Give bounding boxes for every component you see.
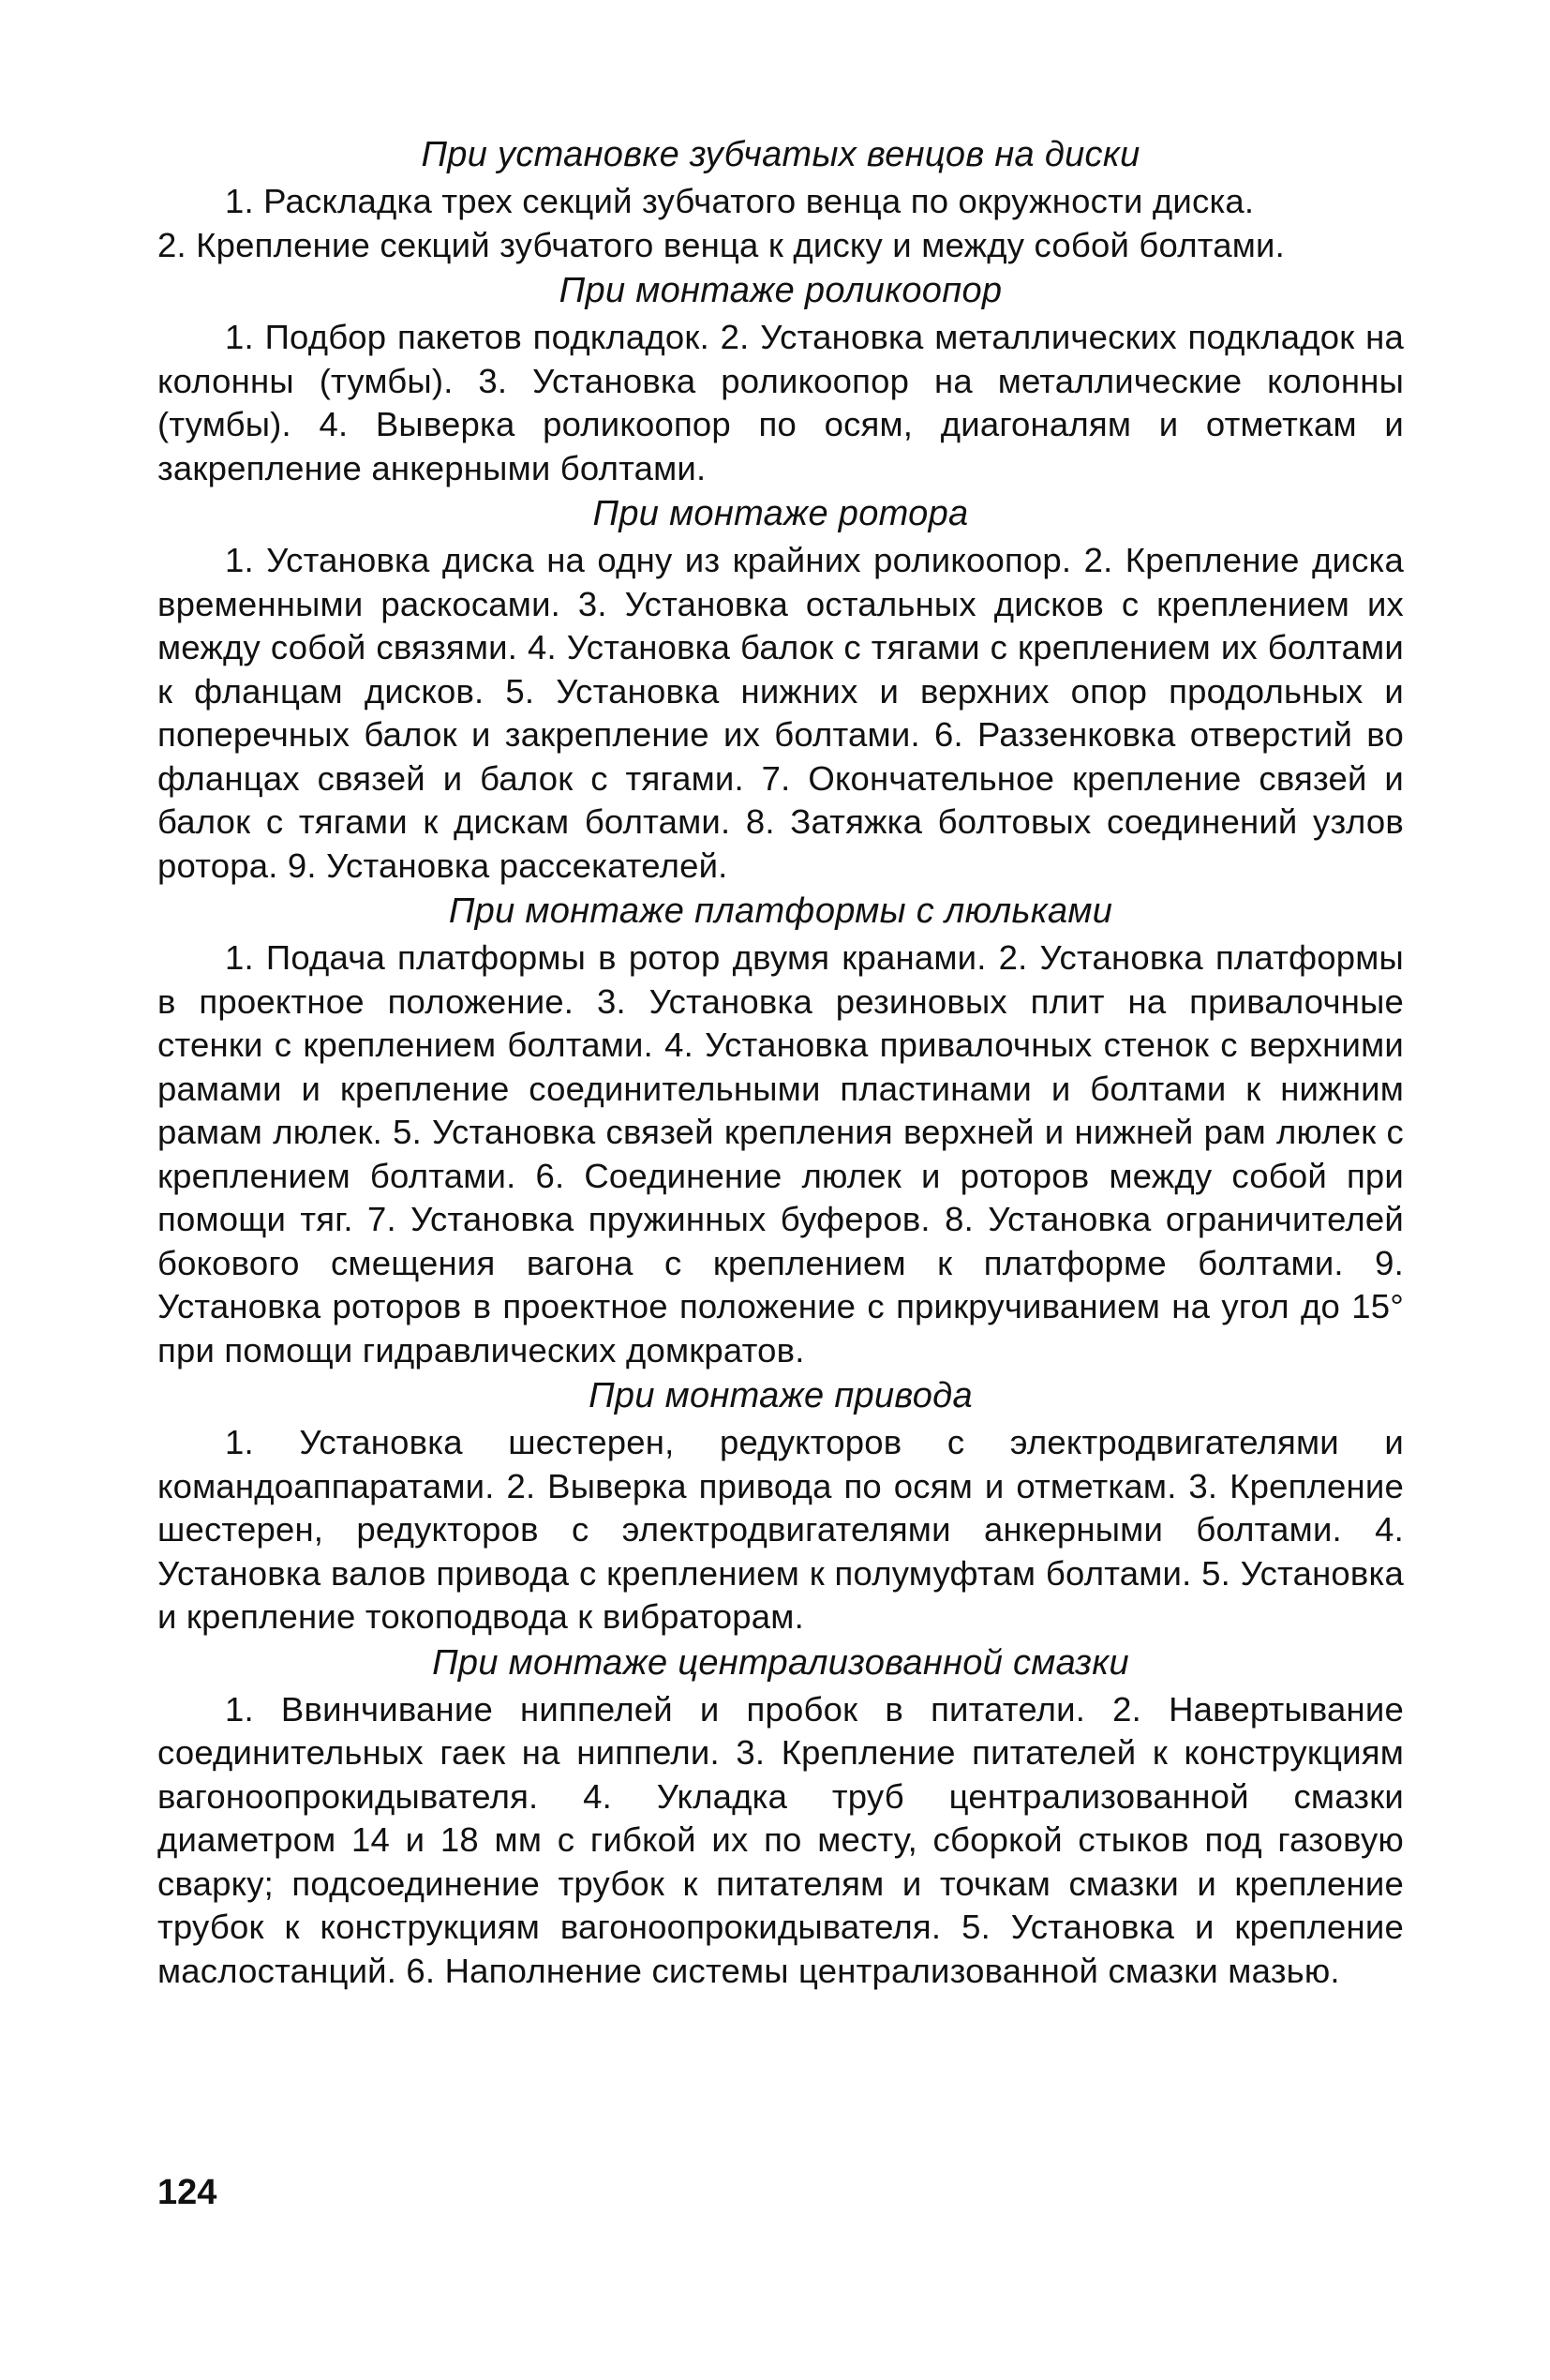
paragraph: 1. Подбор пакетов подкладок. 2. Установка металлических подкладок на колонны (тумбы). 3. Установка роликоопор на металлические колонны (тумбы). 4. Выверка роликоопор по осям, диагоналям и отметкам и закрепление анкерными болтами.	[157, 318, 1404, 487]
page-body	[157, 131, 1404, 1993]
paragraph: 1. Установка шестерен, редукторов с электродвигателями и командоаппаратами. 2. Выверка привода по осям и отметкам. 3. Крепление шестерен, редукторов с электродвигателями анкерными болтами. 4. Установка валов привода с креплением к полумуфтам болтами. 5. Установка и крепление токоподвода к вибраторам.	[157, 1423, 1404, 1636]
page-number: 124	[157, 2173, 217, 2212]
section-lubrication	[157, 1641, 1404, 1994]
section-roller-supports	[157, 269, 1404, 490]
paragraph: 2. Крепление секций зубчатого венца к диску и между собой болтами.	[157, 225, 1285, 264]
paragraph: 1. Раскладка трех секций зубчатого венца по окружности диска.	[225, 182, 1255, 220]
section-heading: При монтаже привода	[589, 1376, 973, 1415]
section-heading: При монтаже ротора	[592, 494, 969, 533]
section-heading: При монтаже роликоопор	[559, 271, 1003, 310]
section-heading: При монтаже платформы с люльками	[448, 891, 1113, 931]
section-gear-rims	[157, 133, 1404, 267]
paragraph: 1. Ввинчивание ниппелей и пробок в питатели. 2. Навертывание соединительных гаек на ниппели. 3. Крепление питателей к конструкциям вагоноопрокидывателя. 4. Укладка труб централизованной смазки диаметром 14 и 18 мм с гибкой их по месту, сборкой стыков под газовую сварку; подсоединение трубок к питателям и точкам смазки и крепление трубок к конструкциям вагоноопрокидывателя. 5. Установка и крепление маслостанций. 6. Наполнение системы централизованной смазки мазью.	[157, 1689, 1404, 1990]
paragraph: 1. Подача платформы в ротор двумя кранами. 2. Установка платформы в проектное положение. 3. Установка резиновых плит на привалочные стенки с креплением болтами. 4. Установка привалочных стенок с верхними рамами и крепление соединительными пластинами и болтами к нижним рамам люлек. 5. Установка связей крепления верхней и нижней рам люлек с креплением болтами. 6. Соединение люлек и роторов между собой при помощи тяг. 7. Установка пружинных буферов. 8. Установка ограничителей бокового смещения вагона с креплением к платформе болтами. 9. Установка роторов в проектное положение с прикручиванием на угол до 15° при помощи гидравлических домкратов.	[157, 938, 1404, 1370]
section-platform	[157, 890, 1404, 1372]
section-heading: При установке зубчатых венцов на диски	[421, 135, 1140, 174]
paragraph: 1. Установка диска на одну из крайних роликоопор. 2. Крепление диска временными раскосами. 3. Установка остальных дисков с креплением их между собой связями. 4. Установка балок с тягами с креплением их болтами к фланцам дисков. 5. Установка нижних и верхних опор продольных и поперечных балок и закрепление их болтами. 6. Раззенковка отверстий во фланцах связей и балок с тягами. 7. Окончательное крепление связей и балок с тягами к дискам болтами. 8. Затяжка болтовых соединений узлов ротора. 9. Установка рассекателей.	[157, 541, 1404, 885]
section-drive	[157, 1374, 1404, 1639]
section-heading: При монтаже централизованной смазки	[432, 1642, 1129, 1683]
section-rotor	[157, 492, 1404, 888]
